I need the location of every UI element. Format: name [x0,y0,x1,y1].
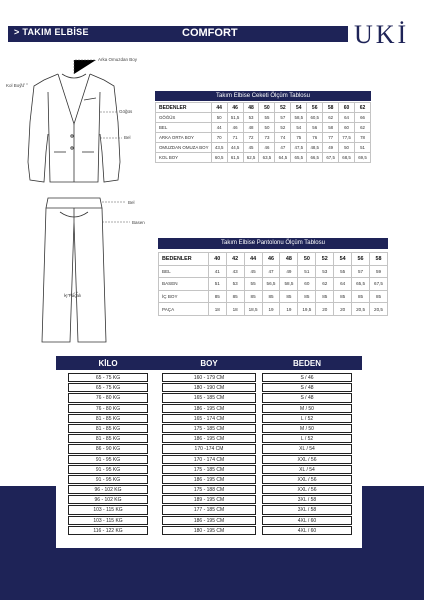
label-inseam: İç Paçalı [64,293,82,298]
weight-cell: 116 - 122 KG [68,526,148,535]
height-cell: 189 - 195 CM [162,495,256,504]
height-cell: 180 - 195 CM [162,526,256,535]
weight-cell: 76 - 80 KG [68,404,148,413]
size-column [262,373,352,536]
table-row: KOL BOY 60,5 61,5 62,5 63,5 64,5 65,5 66,5 67,5 68,5 69,5 [156,153,371,163]
table-row: BEL 41 43 45 47 49 51 53 55 57 59 [159,265,388,278]
size-column-header: BEDEN [292,359,321,368]
height-cell: 170 -174 CM [162,444,256,453]
label-hip: Basen [132,220,145,225]
brand-logo [352,18,416,48]
weight-cell: 91 - 95 KG [68,455,148,464]
label-chest: Göğüs [119,109,133,114]
height-cell: 160 - 179 CM [162,373,256,382]
model-title: COMFORT [182,27,238,39]
height-cell: 180 - 190 CM [162,383,256,392]
weight-cell: 103 - 115 KG [68,505,148,514]
height-cell: 186 - 195 CM [162,404,256,413]
breadcrumb: > TAKIM ELBİSE [14,27,89,37]
jacket-size-table [155,102,371,163]
pants-size-table [158,252,388,316]
label-waist: Bel [124,135,131,140]
size-cell: XXL / 56 [262,455,352,464]
table-header-row: BEDENLER 44 46 48 50 52 54 56 58 60 62 [156,103,371,113]
size-cell: M / 50 [262,424,352,433]
height-cell: 175 - 188 CM [162,485,256,494]
size-cell: 4XL / 60 [262,516,352,525]
weight-cell: 65 - 75 KG [68,373,148,382]
size-cell: S / 48 [262,383,352,392]
weight-cell: 76 - 80 KG [68,393,148,402]
weight-cell: 91 - 95 KG [68,475,148,484]
jacket-table-title: Takım Elbise Ceketi Ölçüm Tablosu [155,91,371,101]
table-row: GÖĞÜS 50 51,5 53 55 57 58,5 60,5 62 64 66 [156,113,371,123]
weight-cell: 65 - 75 KG [68,383,148,392]
size-cell: L / 52 [262,414,352,423]
size-cell: S / 46 [262,373,352,382]
height-cell: 186 - 195 CM [162,434,256,443]
height-column [162,373,256,536]
label-pant-waist: Bel [128,200,135,205]
svg-text:UKİ: UKİ [354,20,410,48]
label-sleeve-length: Kol Boyu [6,83,25,88]
table-row: BASEN 51 53 55 56,5 58,5 60 62 64 65,5 67,5 [159,278,388,291]
height-cell: 165 - 174 CM [162,414,256,423]
label-jacket-length: Arka Omuzdan Boy [98,57,138,62]
table-row: OMUZDAN OMUZA BOY 43,5 44,5 45 46 47 47,5 48,5 49 50 51 [156,143,371,153]
size-cell: XXL / 56 [262,485,352,494]
size-cell: 3XL / 58 [262,505,352,514]
pants-table-title: Takım Elbise Pantolonu Ölçüm Tablosu [158,238,388,249]
size-cell: L / 52 [262,434,352,443]
table-row: BEL 44 46 48 50 52 54 56 58 60 62 [156,123,371,133]
weight-cell: 103 - 115 KG [68,516,148,525]
size-cell: 3XL / 58 [262,495,352,504]
size-cell: XL / 54 [262,465,352,474]
weight-cell: 81 - 85 KG [68,414,148,423]
height-cell: 177 - 185 CM [162,505,256,514]
weight-cell: 96 - 102 KG [68,485,148,494]
weight-cell: 86 - 90 KG [68,444,148,453]
table-header-row: BEDENLER 40 42 44 46 48 50 52 54 56 58 [159,253,388,266]
height-cell: 170 - 174 CM [162,455,256,464]
height-cell: 186 - 195 CM [162,516,256,525]
weight-column-header: KİLO [98,359,118,368]
table-row: PAÇA 18 18 18,5 19 19 19,5 20 20 20,5 20,5 [159,303,388,316]
size-cell: 4XL / 60 [262,526,352,535]
weight-cell: 91 - 95 KG [68,465,148,474]
height-cell: 165 - 185 CM [162,393,256,402]
size-cell: S / 48 [262,393,352,402]
weight-cell: 81 - 85 KG [68,434,148,443]
suit-drawing [0,52,140,352]
weight-cell: 96 - 102 KG [68,495,148,504]
weight-cell: 81 - 85 KG [68,424,148,433]
size-cell: XXL / 56 [262,475,352,484]
size-cell: XL / 54 [262,444,352,453]
height-cell: 186 - 195 CM [162,475,256,484]
weight-column [68,373,148,536]
height-cell: 175 - 185 CM [162,465,256,474]
table-row: İÇ BOY 85 85 85 85 85 85 85 85 85 85 [159,290,388,303]
height-column-header: BOY [200,359,218,368]
size-cell: M / 50 [262,404,352,413]
height-cell: 175 - 185 CM [162,424,256,433]
table-row: ARKA ORTA BOY 70 71 72 73 74 75 76 77 77,5 78 [156,133,371,143]
